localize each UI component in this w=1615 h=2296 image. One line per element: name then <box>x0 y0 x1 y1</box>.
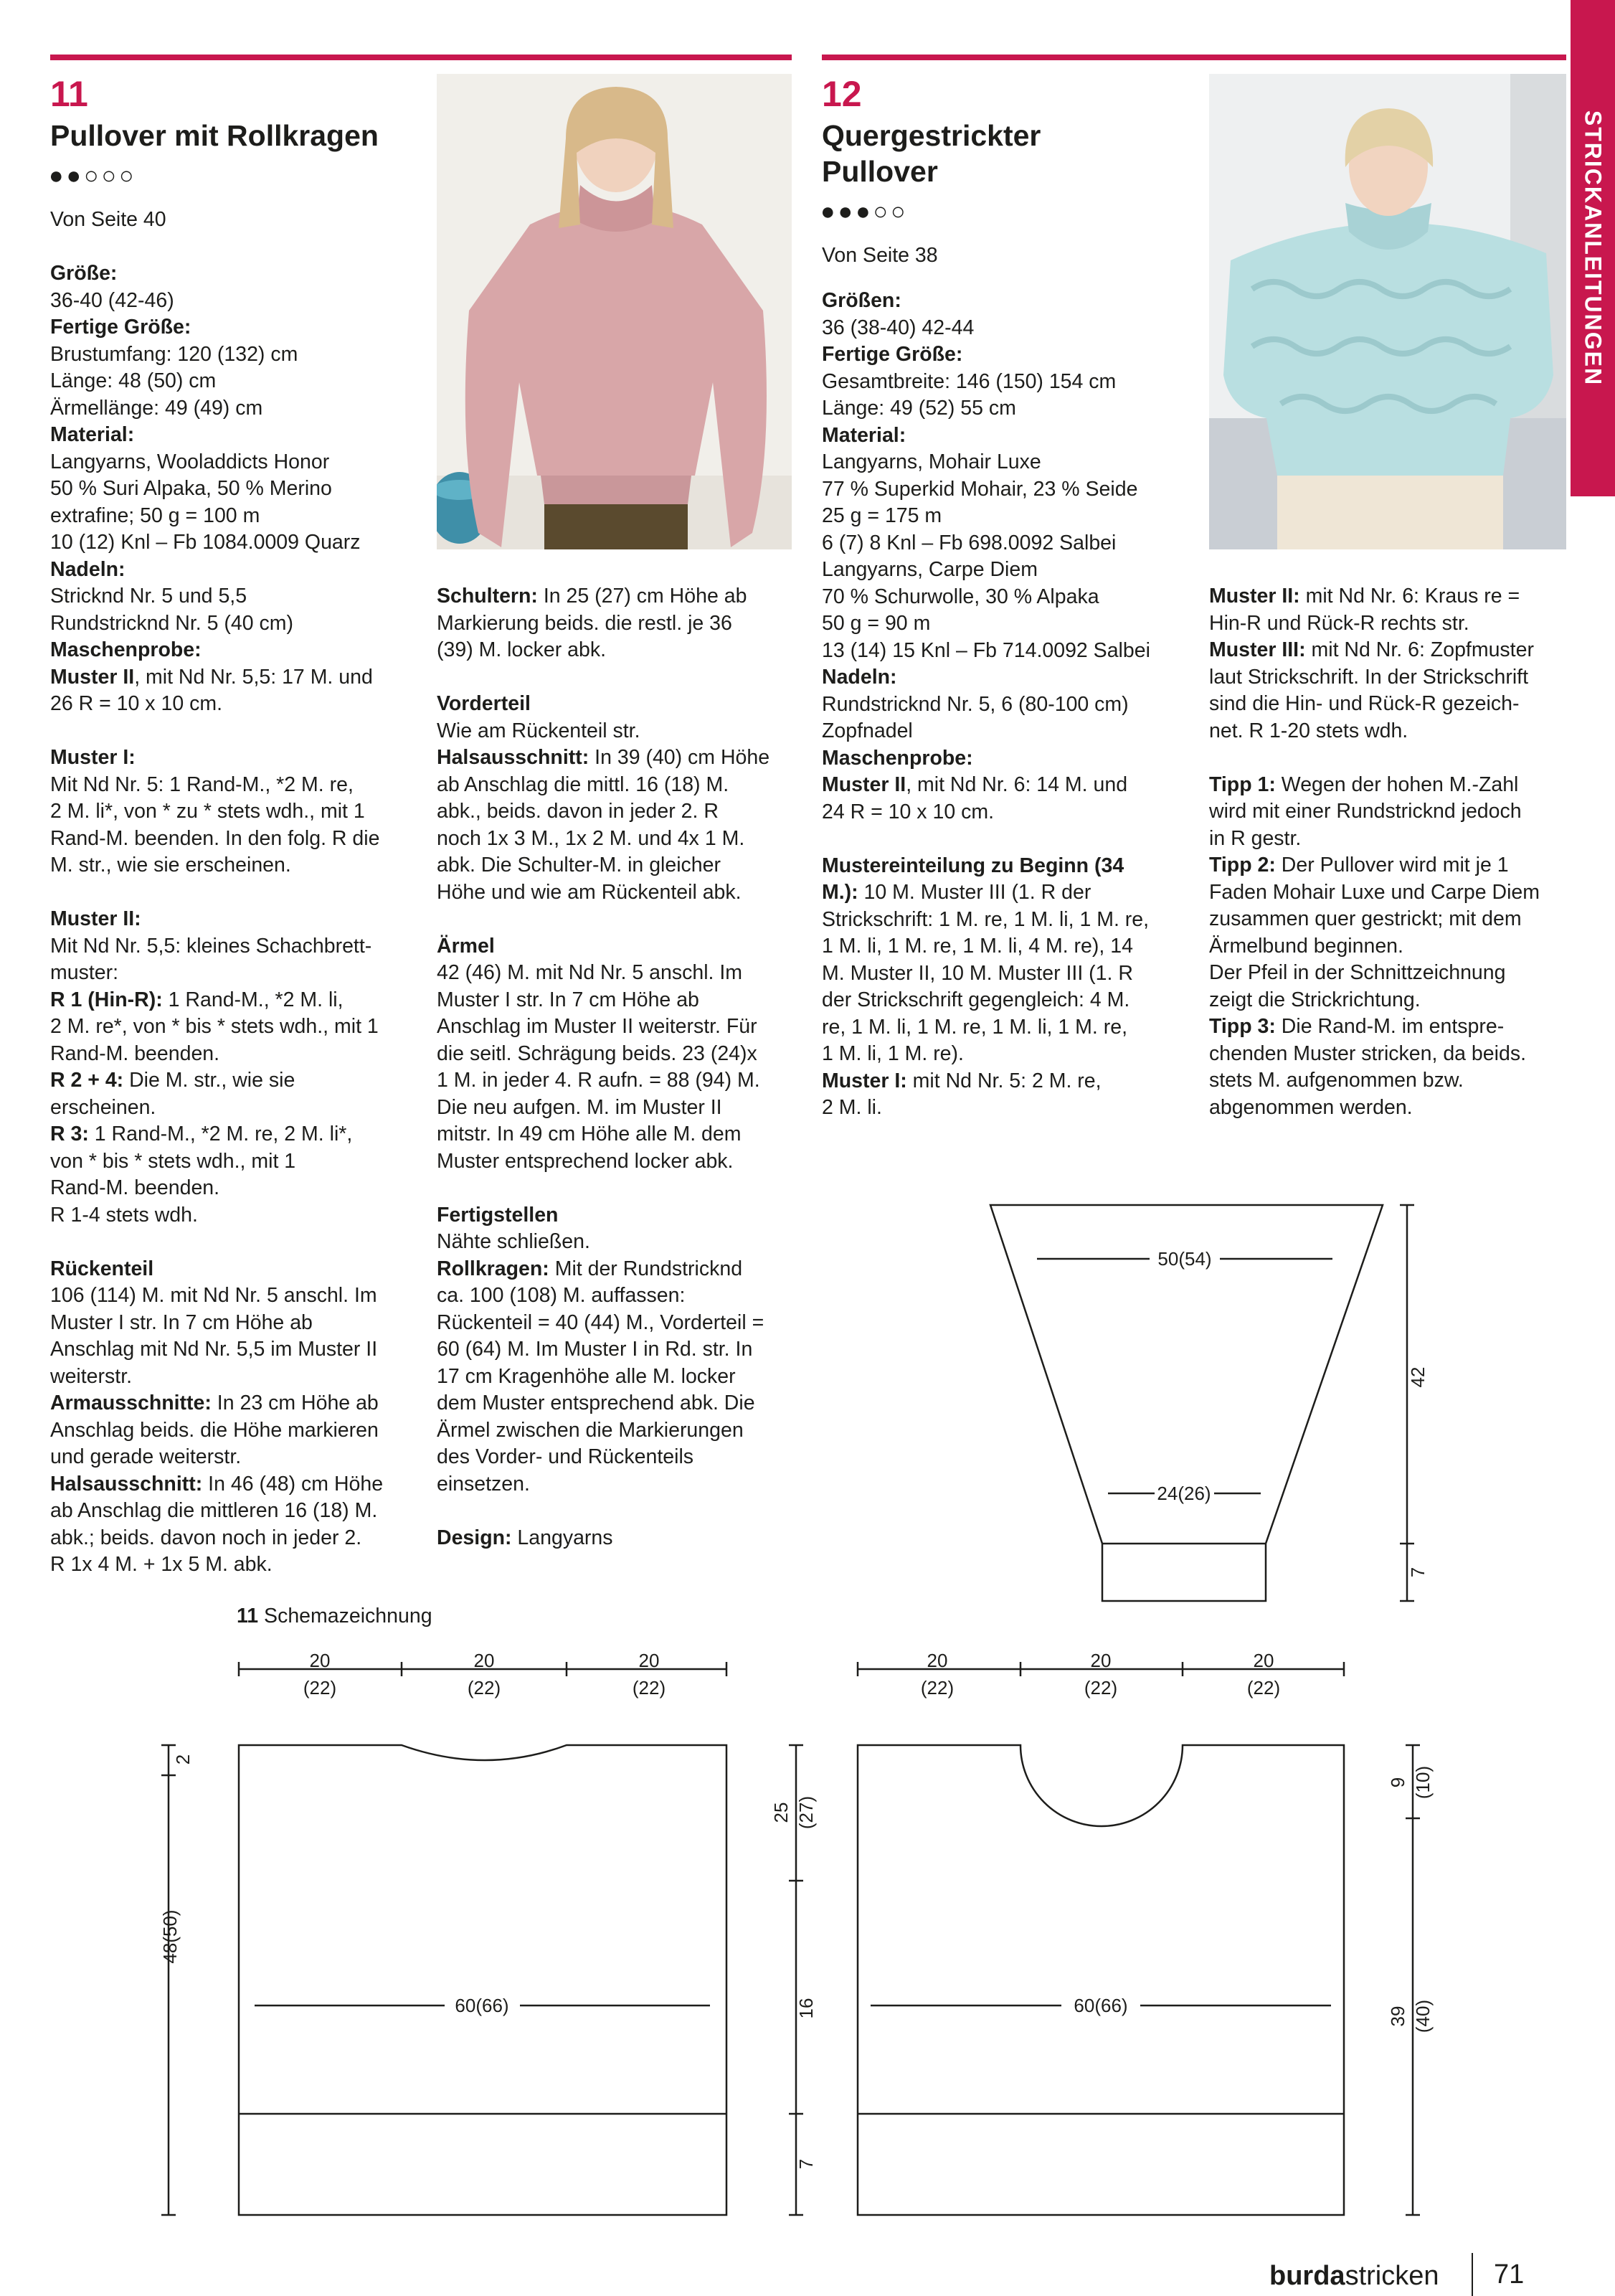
text-line-body: abk. Die Schulter-M. in gleicher <box>437 854 721 877</box>
sleeve-cuff-width-label: 24(26) <box>1157 1483 1211 1504</box>
front-top-label-3b: (22) <box>1246 1677 1281 1699</box>
text-line-body: 36 (38-40) 42-44 <box>822 316 975 339</box>
text-line-body: R 1-4 stets wdh. <box>50 1203 198 1227</box>
text-line-body: von * bis * stets wdh., mit 1 <box>50 1149 296 1173</box>
front-top-label-2b: (22) <box>1084 1677 1118 1699</box>
back-top-label-1a: 20 <box>309 1650 331 1671</box>
text-line-body: 2 M. re*, von * bis * stets wdh., mit 1 <box>50 1015 379 1038</box>
text-line-body: 13 (14) 15 Knl – Fb 714.0092 Salbei <box>822 638 1150 662</box>
footer-brand-rest: stricken <box>1345 2261 1439 2291</box>
text-line-body: 2 M. li*, von * zu * stets wdh., mit 1 <box>50 800 365 823</box>
text-line-body: R 1x 4 M. + 1x 5 M. abk. <box>50 1553 273 1576</box>
back-width-label: 60(66) <box>455 1995 509 2016</box>
text-line-body: Brustumfang: 120 (132) cm <box>50 342 298 366</box>
text-line-heading: Fertige Größe: <box>50 316 191 339</box>
text-line-body: 10 (12) Knl – Fb 1084.0009 Quarz <box>50 531 361 554</box>
text-line-body: (39) M. locker abk. <box>437 638 606 661</box>
text-line-heading: Fertige Größe: <box>822 343 963 366</box>
text-line-body: Wie am Rückenteil str. <box>437 719 640 742</box>
text-line-heading: Größe: <box>50 262 118 285</box>
schema-caption-text: Schemazeichnung <box>258 1605 432 1627</box>
text-line-heading: Design: <box>437 1526 512 1549</box>
pattern-number-11: 11 <box>50 74 88 114</box>
text-line-body: , mit Nd Nr. 5,5: 17 M. und <box>134 665 373 689</box>
text-line-body: einsetzen. <box>437 1472 530 1496</box>
front-body-label-a: 39 <box>1387 2006 1408 2027</box>
text-line-body: 106 (114) M. mit Nd Nr. 5 anschl. Im <box>50 1284 377 1307</box>
text-line-body: Muster entsprechend locker abk. <box>437 1149 734 1173</box>
back-top-label-3b: (22) <box>632 1677 666 1699</box>
text-line-body: In 23 cm Höhe ab <box>211 1392 379 1414</box>
text-line-body: Mit Nd Nr. 5: 1 Rand-M., *2 M. re, <box>50 773 354 796</box>
text-line-heading: Muster II: <box>1209 585 1300 608</box>
text-line-heading: Größen: <box>822 289 901 312</box>
text-line-body: re, 1 M. li, 1 M. re, 1 M. li, 1 M. re, <box>822 1015 1127 1039</box>
armhole-height-label-a: 25 <box>770 1802 792 1823</box>
back-top-label-2b: (22) <box>467 1677 501 1699</box>
text-line-body: Langyarns, Wooladdicts Honor <box>50 450 330 473</box>
text-line-body: 50 % Suri Alpaka, 50 % Merino <box>50 477 332 500</box>
text-line-body: Hin-R und Rück-R rechts str. <box>1209 611 1469 635</box>
text-line-body: abgenommen werden. <box>1209 1095 1413 1119</box>
text-line-body: chenden Muster stricken, da beids. <box>1209 1041 1526 1065</box>
text-line-body: Rundstricknd Nr. 5 (40 cm) <box>50 611 293 635</box>
text-line-heading: R 3: <box>50 1123 89 1145</box>
text-line-body: Muster I str. In 7 cm Höhe ab <box>437 988 699 1011</box>
armhole-height-label-b: (27) <box>795 1795 817 1830</box>
text-line-body: Rand-M. beenden. <box>50 1176 220 1199</box>
text-line-body: sind die Hin- und Rück-R gezeich- <box>1209 692 1520 715</box>
text-line-heading: Muster I: <box>822 1069 907 1092</box>
text-line-body: Anschlag im Muster II weiterstr. Für <box>437 1015 757 1038</box>
front-body-label-b: (40) <box>1412 1999 1434 2033</box>
text-line-body: Langyarns, Mohair Luxe <box>822 450 1041 473</box>
text-line-heading: Muster III: <box>1209 638 1306 661</box>
text-line-body: 36-40 (42-46) <box>50 288 174 312</box>
text-line-body: net. R 1-20 stets wdh. <box>1209 719 1408 742</box>
text-line-body: 25 g = 175 m <box>822 504 942 527</box>
text-line-heading: Material: <box>822 423 906 447</box>
text-line-body: 1 M. in jeder 4. R aufn. = 88 (94) M. <box>437 1069 760 1092</box>
text-line-body: 70 % Schurwolle, 30 % Alpaka <box>822 585 1099 608</box>
text-line-body: In 39 (40) cm Höhe <box>589 746 770 769</box>
difficulty-rating-11: ●●○○○ <box>49 162 137 189</box>
back-top-label-2a: 20 <box>473 1650 495 1671</box>
page-number: 71 <box>1494 2259 1525 2290</box>
text-line-body: zusammen quer gestrickt; mit dem <box>1209 907 1522 930</box>
text-line-body: Mit der Rundstricknd <box>549 1257 743 1280</box>
text-line-body: der Strickschrift gegengleich: 4 M. <box>822 988 1130 1011</box>
text-line-body: Länge: 49 (52) 55 cm <box>822 397 1016 420</box>
text-line-heading: Tipp 1: <box>1209 773 1276 796</box>
front-top-label-2a: 20 <box>1090 1650 1112 1671</box>
text-line-heading: Halsausschnitt: <box>437 746 589 769</box>
back-top-label-3a: 20 <box>638 1650 660 1671</box>
text-line-body: 1 Rand-M., *2 M. li, <box>162 988 344 1011</box>
text-line-heading: Halsausschnitt: <box>50 1472 203 1496</box>
schema-caption-number: 11 <box>237 1605 259 1627</box>
from-page-11: Von Seite 40 <box>50 208 166 231</box>
text-line-body: noch 1x 3 M., 1x 2 M. und 4x 1 M. <box>437 826 745 850</box>
text-line-heading: R 2 + 4: <box>50 1069 124 1092</box>
text-line-body: mit Nd Nr. 6: Kraus re = <box>1299 585 1520 608</box>
text-line-body: zeigt die Strickrichtung. <box>1209 988 1421 1011</box>
text-line-body: 17 cm Kragenhöhe alle M. locker <box>437 1364 736 1388</box>
footer-brand-bold: burda <box>1269 2261 1345 2291</box>
front-piece-outline <box>858 1745 1344 2215</box>
text-line-body: Ärmel zwischen die Markierungen <box>437 1418 744 1442</box>
from-page-12: Von Seite 38 <box>822 244 938 267</box>
text-line-body: 1 Rand-M., *2 M. re, 2 M. li*, <box>88 1123 353 1145</box>
text-line-body: mit Nd Nr. 6: Zopfmuster <box>1305 638 1534 661</box>
text-line-body: stets M. aufgenommen bzw. <box>1209 1069 1464 1092</box>
body-16-label: 16 <box>795 1998 817 2019</box>
text-line-heading: Muster II: <box>50 907 141 930</box>
text-line-body: Ärmelbund beginnen. <box>1209 934 1403 958</box>
text-line-body: Der Pullover wird mit je 1 <box>1275 854 1509 877</box>
text-line-heading: Material: <box>50 423 135 446</box>
text-line-body: 26 R = 10 x 10 cm. <box>50 692 222 715</box>
text-line-body: mit Nd Nr. 5: 2 M. re, <box>906 1069 1102 1092</box>
text-line-body: 77 % Superkid Mohair, 23 % Seide <box>822 477 1138 501</box>
front-neck-label-b: (10) <box>1412 1765 1434 1800</box>
text-line-body: Anschlag beids. die Höhe markieren <box>50 1418 379 1442</box>
text-line-body: Der Pfeil in der Schnittzeichnung <box>1209 961 1506 984</box>
text-line-heading: M.): <box>822 881 858 904</box>
text-line-heading: Maschenprobe: <box>822 746 973 770</box>
section-tab-label: STRICKANLEITUNGEN <box>1580 110 1606 387</box>
text-line-body: und gerade weiterstr. <box>50 1445 242 1468</box>
text-line-body: In 25 (27) cm Höhe ab <box>537 585 747 608</box>
text-line-body: M. Muster II, 10 M. Muster III (1. R <box>822 961 1133 985</box>
text-line-heading: Schultern: <box>437 585 538 608</box>
text-line-body: Rundstricknd Nr. 5, 6 (80-100 cm) <box>822 692 1129 716</box>
text-line-heading: Nadeln: <box>50 557 125 581</box>
text-line-body: Gesamtbreite: 146 (150) 154 cm <box>822 369 1117 393</box>
text-line-body: des Vorder- und Rückenteils <box>437 1445 694 1468</box>
footer-separator <box>1472 2253 1473 2296</box>
text-line-body: Langyarns, Carpe Diem <box>822 558 1038 581</box>
text-line-heading: Nadeln: <box>822 666 897 689</box>
text-line-body: die seitl. Schrägung beids. 23 (24)x <box>437 1041 757 1065</box>
text-line-body: Die M. str., wie sie <box>123 1069 295 1092</box>
text-line-body: Anschlag mit Nd Nr. 5,5 im Muster II <box>50 1338 378 1361</box>
pattern-number-12: 12 <box>822 74 862 114</box>
text-line-body: Länge: 48 (50) cm <box>50 369 217 392</box>
text-line-heading: R 1 (Hin-R): <box>50 988 163 1011</box>
text-line-body: Nähte schließen. <box>437 1230 590 1253</box>
text-line-heading: Muster II <box>50 665 135 689</box>
text-line-body: dem Muster entsprechend abk. Die <box>437 1392 755 1414</box>
text-line-body: in R gestr. <box>1209 826 1302 850</box>
text-line-body: Faden Mohair Luxe und Carpe Diem <box>1209 880 1540 904</box>
back-neck-depth-label: 2 <box>172 1754 194 1765</box>
text-line-heading: Tipp 2: <box>1209 854 1276 877</box>
text-line-body: 10 M. Muster III (1. R der <box>858 881 1091 904</box>
text-line-body: laut Strickschrift. In der Strickschrift <box>1209 665 1529 689</box>
front-top-label-3a: 20 <box>1253 1650 1274 1671</box>
front-top-label-1b: (22) <box>920 1677 955 1699</box>
text-line-body: Rand-M. beenden. In den folg. R die <box>50 826 380 850</box>
front-neck-label-a: 9 <box>1387 1777 1408 1788</box>
text-line-body: ca. 100 (108) M. auffassen: <box>437 1284 686 1307</box>
sleeve-top-width-label: 50(54) <box>1157 1248 1212 1270</box>
back-top-label-1b: (22) <box>303 1677 337 1699</box>
text-line-body: In 46 (48) cm Höhe <box>202 1472 384 1496</box>
footer-brand <box>1269 2261 1439 2292</box>
text-line-body: 6 (7) 8 Knl – Fb 698.0092 Salbei <box>822 531 1117 554</box>
text-line-body: wird mit einer Rundstricknd jedoch <box>1209 800 1522 823</box>
text-line-heading: Fertigstellen <box>437 1203 559 1227</box>
ribbing-7-label: 7 <box>795 2158 817 2170</box>
text-line-body: extrafine; 50 g = 100 m <box>50 504 260 527</box>
text-line-heading: Muster I: <box>50 746 136 769</box>
text-line-body: Rückenteil = 40 (44) M., Vorderteil = <box>437 1310 764 1334</box>
front-width-label: 60(66) <box>1074 1995 1128 2016</box>
text-line-body: muster: <box>50 961 119 984</box>
text-line-heading: Armausschnitte: <box>50 1392 212 1414</box>
front-top-label-1a: 20 <box>927 1650 948 1671</box>
text-line-body: abk., beids. davon in jeder 2. R <box>437 800 719 823</box>
text-line-body: Rand-M. beenden. <box>50 1041 220 1065</box>
text-line-body: 60 (64) M. Im Muster I in Rd. str. In <box>437 1338 753 1361</box>
text-line-heading: Rückenteil <box>50 1257 154 1280</box>
text-line-body: Höhe und wie am Rückenteil abk. <box>437 880 742 904</box>
text-line-body: abk.; beids. davon noch in jeder 2. <box>50 1526 362 1549</box>
text-line-body: , mit Nd Nr. 6: 14 M. und <box>906 773 1128 796</box>
text-line-body: Strickschrift: 1 M. re, 1 M. li, 1 M. re, <box>822 907 1150 931</box>
text-line-body: Stricknd Nr. 5 und 5,5 <box>50 585 247 608</box>
text-line-body: Zopfnadel <box>822 719 913 742</box>
text-line-heading: Muster II <box>822 773 906 796</box>
text-line-body: Mit Nd Nr. 5,5: kleines Schachbrett- <box>50 934 372 958</box>
text-line-heading: Tipp 3: <box>1209 1015 1276 1038</box>
text-line-body: erscheinen. <box>50 1095 156 1119</box>
sleeve-cuff-height-label: 7 <box>1407 1567 1429 1578</box>
pattern-title-12-line2: Pullover <box>822 155 938 188</box>
text-line-heading: Maschenprobe: <box>50 638 202 661</box>
text-line-body: ab Anschlag die mittleren 16 (18) M. <box>50 1499 378 1522</box>
text-line-body: weiterstr. <box>50 1364 133 1388</box>
text-line-body: 2 M. li. <box>822 1096 882 1119</box>
text-line-heading: Vorderteil <box>437 692 531 715</box>
text-line-body: ab Anschlag die mittl. 16 (18) M. <box>437 773 729 796</box>
text-line-body: Die neu aufgen. M. im Muster II <box>437 1095 722 1119</box>
difficulty-rating-12: ●●●○○ <box>820 198 909 225</box>
text-line-body: M. str., wie sie erscheinen. <box>50 854 291 877</box>
pattern-title-12-line1: Quergestrickter <box>822 119 1041 152</box>
text-line-heading: Ärmel <box>437 934 495 958</box>
text-line-body: Ärmellänge: 49 (49) cm <box>50 396 263 420</box>
text-line-body: mitstr. In 49 cm Höhe alle M. dem <box>437 1123 742 1145</box>
back-length-label: 48(50) <box>159 1909 181 1964</box>
text-line-body: 24 R = 10 x 10 cm. <box>822 800 994 823</box>
back-piece-outline <box>239 1745 726 2215</box>
text-line-body: Muster I str. In 7 cm Höhe ab <box>50 1310 313 1334</box>
text-line-body: Wegen der hohen M.-Zahl <box>1275 773 1519 796</box>
pattern-title-11: Pullover mit Rollkragen <box>50 119 379 152</box>
text-line-body: 1 M. li, 1 M. re, 1 M. li, 4 M. re), 14 <box>822 935 1133 958</box>
text-line-body: 42 (46) M. mit Nd Nr. 5 anschl. Im <box>437 961 743 984</box>
text-line-body: Langyarns <box>511 1526 613 1549</box>
text-line-body: 1 M. li, 1 M. re). <box>822 1042 964 1065</box>
sleeve-length-label: 42 <box>1407 1366 1429 1388</box>
text-line-heading: Rollkragen: <box>437 1257 549 1280</box>
text-line-body: Markierung beids. die restl. je 36 <box>437 611 732 635</box>
text-line-body: Die Rand-M. im entspre- <box>1275 1015 1505 1038</box>
text-line-body: 50 g = 90 m <box>822 612 931 635</box>
text-line-heading: Mustereinteilung zu Beginn (34 <box>822 854 1124 877</box>
